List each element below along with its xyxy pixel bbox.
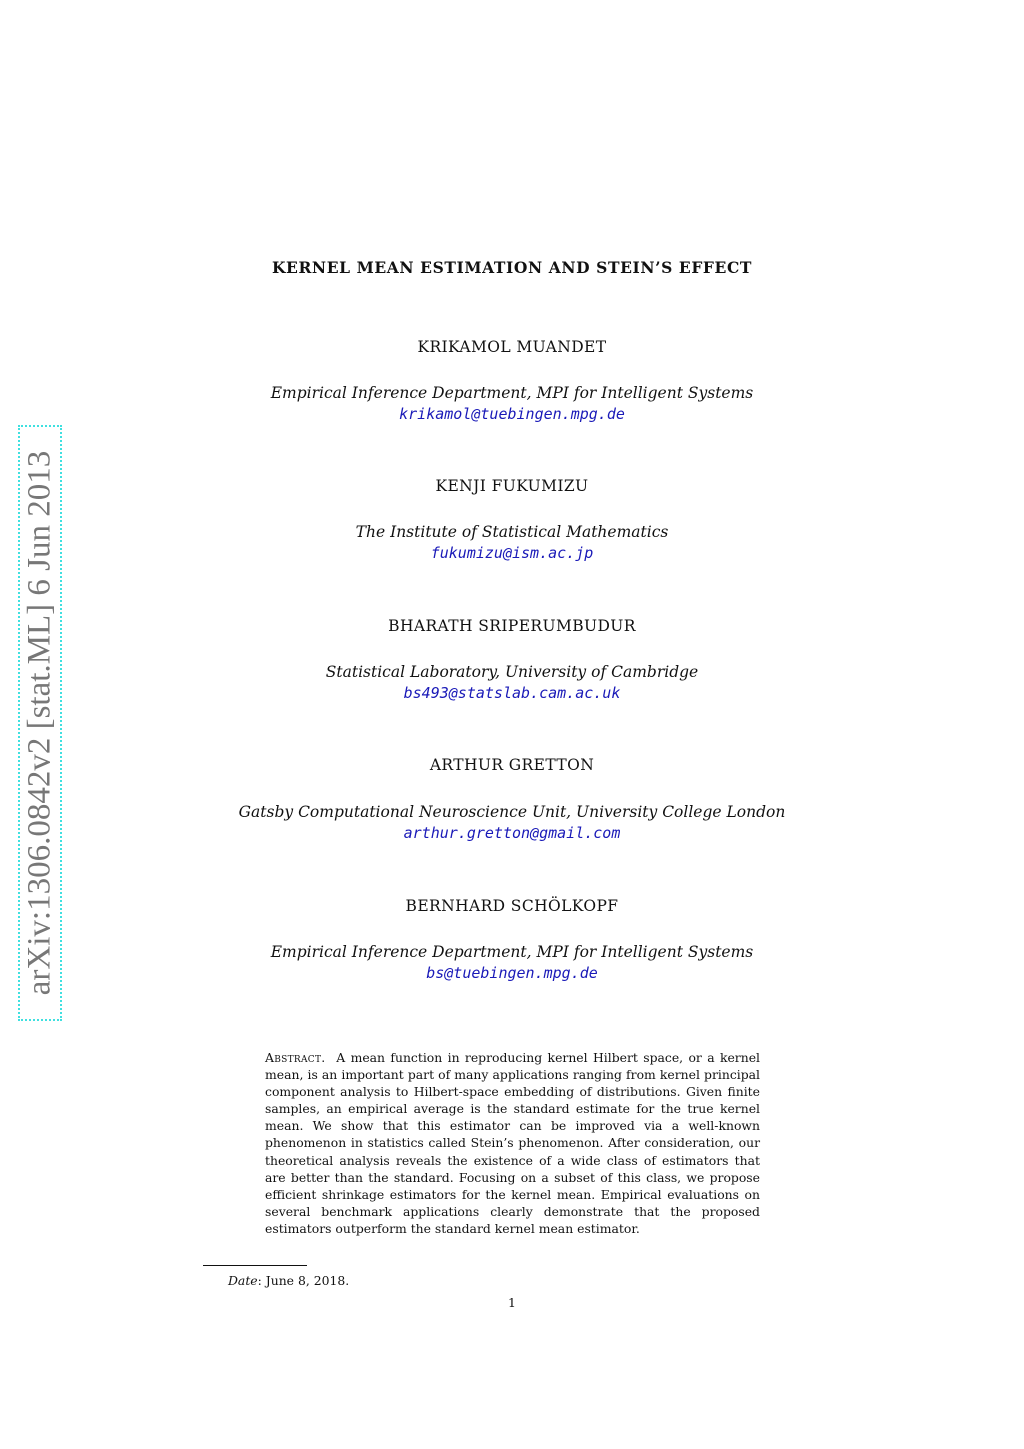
footnote-rule [203, 1265, 307, 1266]
author-affiliation: Gatsby Computational Neuroscience Unit, University College London [238, 803, 786, 821]
author-affiliation: The Institute of Statistical Mathematics [355, 523, 669, 541]
author-email-link[interactable]: fukumizu@ism.ac.jp [430, 544, 594, 562]
abstract-label: Abstract. [265, 1050, 326, 1065]
arxiv-stamp: arXiv:1306.0842v2 [stat.ML] 6 Jun 2013 [21, 450, 58, 996]
abstract [265, 1049, 760, 1237]
author-email-link[interactable]: arthur.gretton@gmail.com [403, 824, 621, 842]
footnote [228, 1273, 349, 1288]
author-email-link[interactable]: bs493@statslab.cam.ac.uk [403, 684, 621, 702]
author-email-link[interactable]: bs@tuebingen.mpg.de [426, 964, 598, 982]
page-number: 1 [508, 1295, 516, 1310]
author-affiliation: Empirical Inference Department, MPI for Intelligent Systems [270, 943, 754, 961]
author-name: KRIKAMOL MUANDET [417, 338, 607, 356]
author-email-link[interactable]: krikamol@tuebingen.mpg.de [399, 405, 625, 423]
author-name: BERNHARD SCHÖLKOPF [405, 897, 619, 915]
footnote-text: : June 8, 2018. [257, 1273, 350, 1288]
author-name: BHARATH SRIPERUMBUDUR [388, 617, 636, 635]
abstract-text: A mean function in reproducing kernel Hilbert space, or a kernel mean, is an important part of many applications ranging from kernel principal component analysis to Hilbert-space embedding of distributions. Given finite samples, an empirical average is the standard estimate for the true kernel mean. We show that this estimator can be improved via a well-known phenomenon in statistics called Stein’s phenomenon. After consideration, our theoretical analysis reveals the existence of a wide class of estimators that are better than the standard. Focusing on a subset of this class, we propose efficient shrinkage estimators for the kernel mean. Empirical evaluations on several benchmark applications clearly demonstrate that the proposed estimators outperform the standard kernel mean estimator. [265, 1050, 760, 1236]
author-affiliation: Empirical Inference Department, MPI for Intelligent Systems [270, 384, 754, 402]
paper-title: KERNEL MEAN ESTIMATION AND STEIN’S EFFECT [271, 258, 753, 277]
author-affiliation: Statistical Laboratory, University of Cambridge [325, 663, 699, 681]
author-name: ARTHUR GRETTON [429, 756, 595, 774]
author-name: KENJI FUKUMIZU [435, 477, 589, 495]
footnote-label: Date [228, 1273, 258, 1288]
